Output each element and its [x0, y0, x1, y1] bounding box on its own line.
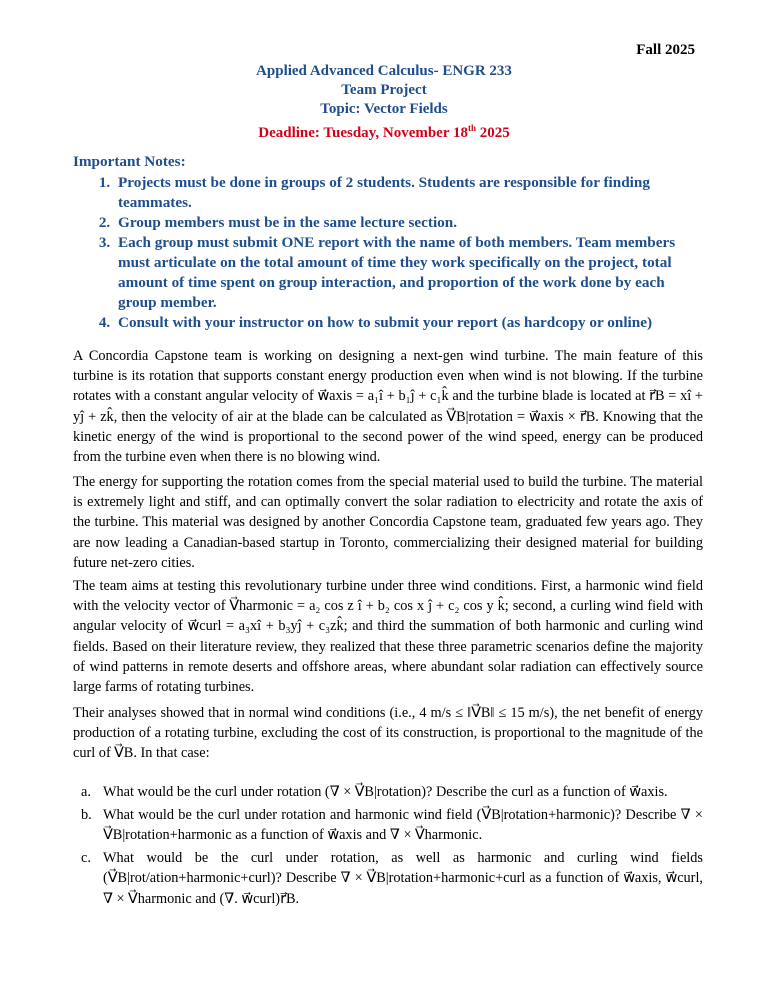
deadline-year: 2025	[476, 125, 510, 141]
question-b	[73, 805, 703, 846]
deadline-text: Deadline: Tuesday, November 18	[258, 125, 468, 141]
paragraph-analysis: Their analyses showed that in normal wind conditions (i.e., 4 m/s ≤ ‖V⃗B‖ ≤ 15 m/s), the net benefit of energy production of a rotating turbine, excluding the cost of its construction, is proportional to the magnitude of the curl of V⃗B. In that case:	[73, 705, 703, 762]
paragraph-turbine-intro: A Concordia Capstone team is working on designing a next-gen wind turbine. The main feature of this turbine is its rotation that supports constant energy production even when wind is not blowing. If the turbine rotates with a constant angular velocity of w⃗axis = a₁î + b₁ĵ + c₁k̂ and the turbine blade is located at r⃗B = xî + yĵ + zk̂, then the velocity of air at the blade can be calculated as V⃗B|rotation = w⃗axis × r⃗B. Knowing that the kinetic energy of the wind is proportional to the second power of the wind speed, energy can be produced from the turbine even when there is no blowing wind.	[73, 348, 703, 466]
note-item: 3. Each group must submit ONE report with the name of both members. Team members must articulate on the total amount of time they work specifically on the project, total amount of time spent on group interaction, and proportion of the work done by each group member.	[114, 233, 703, 313]
question-label: b.	[81, 806, 92, 823]
project-title: Team Project	[341, 82, 427, 98]
notes-title: Important Notes:	[73, 153, 186, 170]
deadline	[0, 119, 768, 143]
important-notes	[73, 152, 703, 333]
paragraph-wind-conditions: The team aims at testing this revolutionary turbine under three wind conditions. First, a harmonic wind field with the velocity vector of V⃗harmonic = a₂ cos z î + b₂ cos x ĵ + c₂ cos y k̂; second, a curling wind field with angular velocity of w⃗curl = a₃xî + b₃yĵ + c₃zk̂; and third the summation of both harmonic and curling wind fields. Based on their literature review, they realized that these three parametric scenarios define the majority of wind patterns in remote deserts and offshore areas, where abundant solar radiation can effectively source large farms of rotating turbines.	[73, 578, 703, 696]
questions-list	[73, 782, 703, 911]
note-item: 2. Group members must be in the same lecture section.	[114, 213, 703, 233]
question-label: c.	[81, 849, 91, 866]
deadline-sup: th	[467, 123, 476, 133]
paragraph-material: The energy for supporting the rotation comes from the special material used to build the turbine. The material is extremely light and stiff, and can optimally convert the solar radiation to electricity and rotate the axis of the turbine. This material was designed by another Concordia Capstone team, graduated few years ago. They are now leading a Canadian-based startup in Toronto, commercializing their designed material for building future net-zero cities.	[73, 474, 703, 571]
term-label: Fall 2025	[636, 42, 695, 58]
topic-title: Topic: Vector Fields	[320, 101, 448, 117]
course-title: Applied Advanced Calculus- ENGR 233	[256, 63, 512, 79]
question-label: a.	[81, 784, 91, 800]
question-text: What would be the curl under rotation, as well as harmonic and curling wind fields (V⃗B|rot/ation+harmonic+curl)? Describe ∇ × V⃗B|rotation+harmonic+curl as a function of w⃗axis, w⃗curl, ∇ × V⃗harmonic and (∇. w⃗curl)r⃗B.	[103, 849, 703, 907]
document-header	[0, 62, 768, 143]
question-a	[73, 782, 703, 803]
note-item: 1. Projects must be done in groups of 2 students. Students are responsible for finding teammates.	[114, 173, 703, 213]
question-c	[73, 848, 703, 910]
question-text: What would be the curl under rotation (∇ × V⃗B|rotation)? Describe the curl as a function of w⃗axis.	[103, 784, 668, 800]
question-text: What would be the curl under rotation and harmonic wind field (V⃗B|rotation+harmonic)? Describe ∇ × V⃗B|rotation+harmonic as a function of w⃗axis and ∇ × V⃗harmonic.	[103, 806, 703, 843]
note-item: 4. Consult with your instructor on how to submit your report (as hardcopy or online)	[114, 313, 703, 333]
notes-list	[73, 173, 703, 333]
